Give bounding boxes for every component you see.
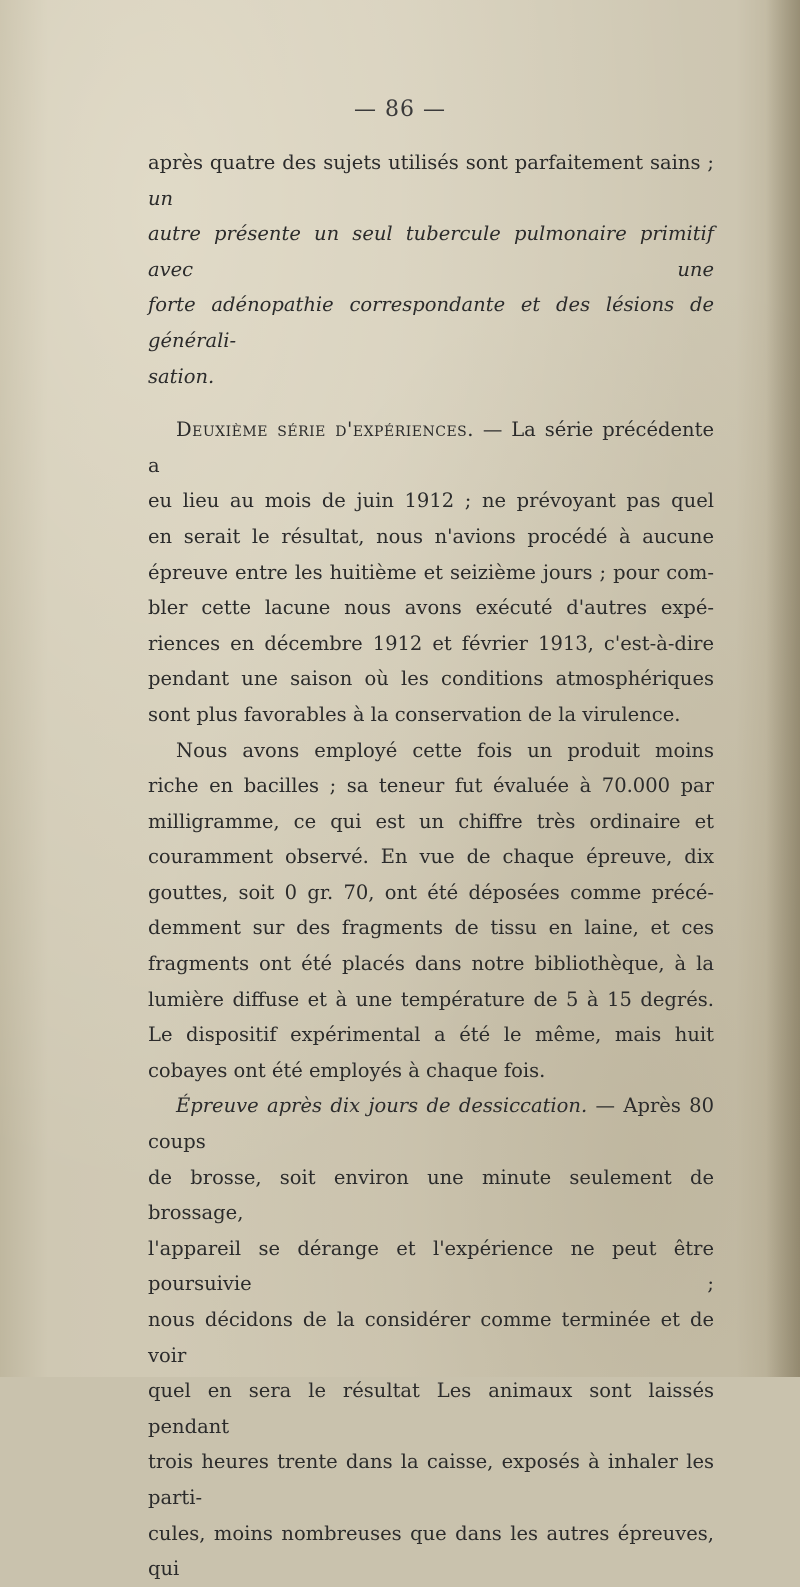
- text-line: Nous avons employé cette fois un produit moins: [176, 738, 714, 762]
- text-line: sation.: [148, 364, 215, 388]
- text-line: nous décidons de la considérer comme terminée et de voir: [148, 1308, 714, 1367]
- italic-word: un: [148, 186, 174, 210]
- text-line: après quatre des sujets utilisés sont parfaitement sains ; un: [148, 151, 714, 210]
- text-line: fragments ont été placés dans notre bibliothèque, à la: [148, 952, 714, 976]
- text-line: en serait le résultat, nous n'avions procédé à aucune: [148, 524, 714, 548]
- text-line: de brosse, soit environ une minute seulement de brossage,: [148, 1165, 714, 1225]
- text-line: bler cette lacune nous avons exécuté d'autres expé-: [148, 596, 714, 620]
- paragraph-spacer: [148, 394, 714, 412]
- text-line: Deuxième série d'expériences. — La série précédente a: [148, 418, 714, 477]
- page-gutter-shadow: [766, 0, 800, 1377]
- paragraph-2: [148, 412, 714, 732]
- text-line: Le dispositif expérimental a été le même, mais huit: [148, 1023, 714, 1047]
- paragraph-3: [148, 733, 714, 1089]
- text-line: lumière diffuse et à une température de 5 à 15 degrés.: [148, 987, 714, 1011]
- text-line: riences en décembre 1912 et février 1913, c'est-à-dire: [148, 631, 714, 655]
- text-line: milligramme, ce qui est un chiffre très ordinaire et: [148, 809, 714, 833]
- text-line: autre présente un seul tubercule pulmonaire primitif avec une: [148, 222, 714, 281]
- text-line: trois heures trente dans la caisse, exposés à inhaler les parti-: [148, 1450, 714, 1509]
- text-line: cules, moins nombreuses que dans les autres épreuves, qui: [148, 1521, 714, 1581]
- text-line: gouttes, soit 0 gr. 70, ont été déposées comme précé-: [148, 880, 714, 904]
- paragraph-4: [148, 1088, 714, 1586]
- text-line: riche en bacilles ; sa teneur fut évaluée à 70.000 par: [148, 774, 714, 798]
- text-line: cobayes ont été employés à chaque fois.: [148, 1058, 546, 1082]
- text-line: Épreuve après dix jours de dessiccation. — Après 80 coups: [148, 1094, 714, 1154]
- text-line: épreuve entre les huitième et seizième jours ; pour com-: [148, 560, 714, 584]
- text-line: quel en sera le résultat Les animaux sont laissés pendant: [148, 1379, 714, 1438]
- section-heading: Épreuve après dix jours de dessiccation.: [176, 1094, 588, 1118]
- paragraph-1: [148, 145, 714, 394]
- text-line: pendant une saison où les conditions atmosphériques: [148, 667, 714, 691]
- body-text: [148, 145, 714, 1587]
- text-line: couramment observé. En vue de chaque épreuve, dix: [148, 845, 714, 869]
- section-heading: Deuxième série d'expériences.: [176, 418, 474, 442]
- page-number: — 86 —: [354, 97, 446, 122]
- text-line: forte adénopathie correspondante et des lésions de générali-: [148, 293, 714, 352]
- text-line: eu lieu au mois de juin 1912 ; ne prévoyant pas quel: [148, 489, 714, 513]
- text-line: l'appareil se dérange et l'expérience ne peut être poursuivie ;: [148, 1236, 714, 1296]
- text-line: sont plus favorables à la conservation de la virulence.: [148, 702, 681, 726]
- text-line: demment sur des fragments de tissu en laine, et ces: [148, 916, 714, 940]
